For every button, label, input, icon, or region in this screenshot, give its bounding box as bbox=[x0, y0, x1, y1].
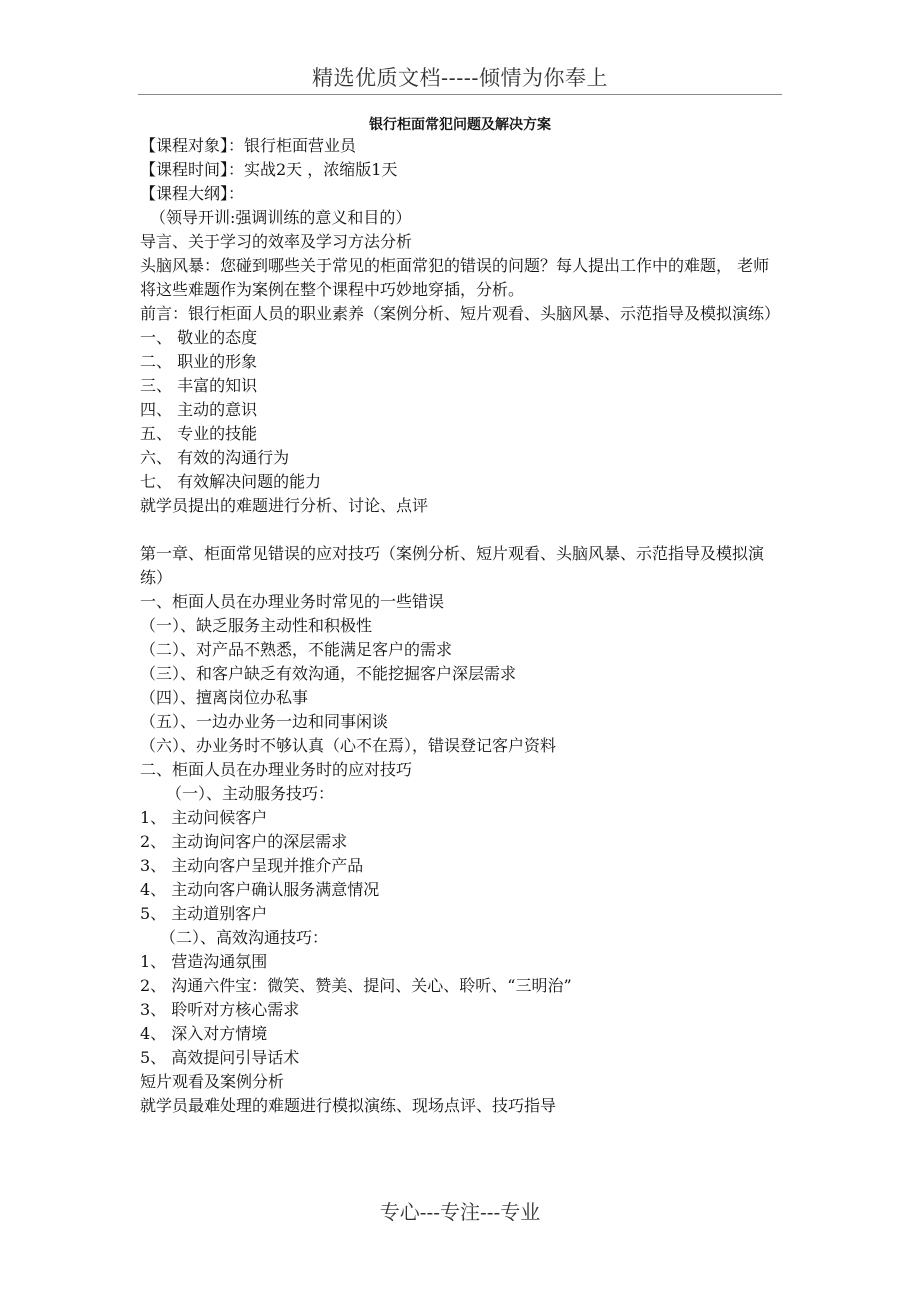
subsection-heading: （一）、主动服务技巧： bbox=[166, 784, 335, 803]
list-item: 六、 有效的沟通行为 bbox=[140, 448, 290, 467]
list-item: 1、 主动问候客户 bbox=[140, 808, 268, 827]
list-item: 3、 主动向客户呈现并推介产品 bbox=[140, 856, 364, 875]
introduction-line: 导言、关于学习的效率及学习方法分析 bbox=[140, 232, 413, 251]
list-item: 1、 营造沟通氛围 bbox=[140, 952, 268, 971]
brainstorm-paragraph: 头脑风暴：您碰到哪些关于常见的柜面常犯的错误的问题？每人提出工作中的难题， 老师将这些难题作为案例在整个课程中巧妙地穿插，分析。 bbox=[140, 256, 770, 299]
list-item: （一）、缺乏服务主动性和积极性 bbox=[140, 616, 373, 635]
list-item: 2、 沟通六件宝：微笑、赞美、提问、关心、聆听、“三明治” bbox=[140, 976, 572, 995]
section-heading: 二、柜面人员在办理业务时的应对技巧 bbox=[140, 760, 413, 779]
list-item: 3、 聆听对方核心需求 bbox=[140, 1000, 300, 1019]
opening-note: （领导开训:强调训练的意义和目的） bbox=[150, 208, 412, 227]
blank-line bbox=[140, 518, 780, 542]
course-audience: 【课程对象】：银行柜面营业员 bbox=[140, 136, 357, 155]
video-case-line: 短片观看及案例分析 bbox=[140, 1072, 285, 1091]
list-item: 七、 有效解决问题的能力 bbox=[140, 472, 322, 491]
preface-paragraph: 前言：银行柜面人员的职业素养（案例分析、短片观看、头脑风暴、示范指导及模拟演练） bbox=[140, 304, 781, 323]
list-item: 二、 职业的形象 bbox=[140, 352, 258, 371]
list-item: 五、 专业的技能 bbox=[140, 424, 258, 443]
page-header: 精选优质文档-----倾情为你奉上 bbox=[312, 66, 608, 90]
list-item: 一、 敬业的态度 bbox=[140, 328, 258, 347]
list-item: 三、 丰富的知识 bbox=[140, 376, 258, 395]
list-item: （四）、擅离岗位办私事 bbox=[140, 688, 309, 707]
course-outline-label: 【课程大纲】： bbox=[140, 184, 245, 203]
discussion-line: 就学员提出的难题进行分析、讨论、点评 bbox=[140, 496, 429, 515]
section-heading: 一、柜面人员在办理业务时常见的一些错误 bbox=[140, 592, 445, 611]
document-body bbox=[140, 134, 780, 1118]
course-duration: 【课程时间】：实战2天 ，浓缩版1天 bbox=[140, 160, 398, 179]
list-item: 5、 主动道别客户 bbox=[140, 904, 268, 923]
document-title: 银行柜面常犯问题及解决方案 bbox=[369, 117, 551, 133]
list-item: 5、 高效提问引导话术 bbox=[140, 1048, 300, 1067]
page-footer: 专心---专注---专业 bbox=[379, 1200, 541, 1224]
list-item: 4、 主动向客户确认服务满意情况 bbox=[140, 880, 380, 899]
list-item: 2、 主动询问客户的深层需求 bbox=[140, 832, 348, 851]
list-item: 四、 主动的意识 bbox=[140, 400, 258, 419]
list-item: （五）、一边办业务一边和同事闲谈 bbox=[140, 712, 389, 731]
list-item: （三）、和客户缺乏有效沟通，不能挖掘客户深层需求 bbox=[140, 664, 517, 683]
header-divider bbox=[138, 94, 782, 95]
chapter-one-heading: 第一章、柜面常见错误的应对技巧（案例分析、短片观看、头脑风暴、示范指导及模拟演练） bbox=[140, 544, 765, 587]
subsection-heading: （二）、高效沟通技巧： bbox=[160, 928, 329, 947]
list-item: （六）、办业务时不够认真（心不在焉），错误登记客户资料 bbox=[140, 736, 557, 755]
simulation-line: 就学员最难处理的难题进行模拟演练、现场点评、技巧指导 bbox=[140, 1096, 557, 1115]
list-item: （二）、对产品不熟悉，不能满足客户的需求 bbox=[140, 640, 453, 659]
list-item: 4、 深入对方情境 bbox=[140, 1024, 268, 1043]
